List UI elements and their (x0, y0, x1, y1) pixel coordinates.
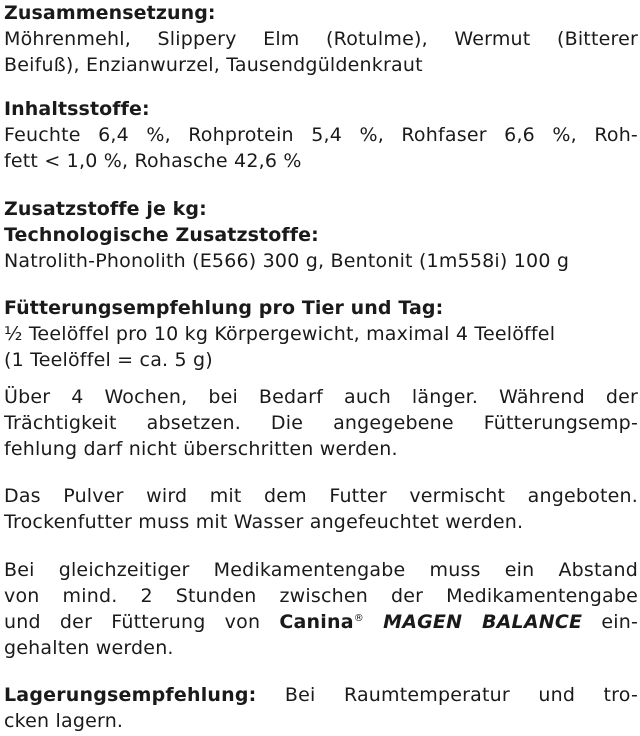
feeding-line-2: (1 Teelöffel = ca. 5 g) (4, 349, 213, 371)
duration-line-1: Über 4 Wochen, bei Bedarf auch länger. Während der (4, 386, 638, 408)
storage-section (4, 682, 638, 734)
brand-name: Canina (279, 611, 354, 633)
medication-line-2: von mind. 2 Stunden zwischen der Medikamentengabe (4, 585, 638, 607)
duration-paragraph (4, 384, 638, 462)
composition-section (4, 0, 638, 78)
medication-paragraph (4, 557, 638, 661)
preparation-line-1: Das Pulver wird mit dem Futter vermischt angeboten. (4, 485, 638, 507)
preparation-line-2: Trockenfutter muss mit Wasser angefeuchtet werden. (4, 511, 524, 533)
duration-line-2: Trächtigkeit absetzen. Die angegebene Fütterungsemp- (4, 412, 638, 434)
additives-subheading: Technologische Zusatzstoffe: (4, 224, 319, 246)
storage-line-2: cken lagern. (4, 710, 124, 732)
ingredients-line-2: fett < 1,0 %, Rohasche 42,6 % (4, 150, 302, 172)
additives-section (4, 196, 638, 274)
medication-line-1: Bei gleichzeitiger Medikamentengabe muss ein Abstand (4, 559, 638, 581)
storage-heading: Lagerungsempfehlung: (4, 684, 257, 706)
preparation-paragraph (4, 483, 638, 535)
feeding-line-1: ½ Teelöffel pro 10 kg Körpergewicht, maximal 4 Teelöffel (4, 323, 556, 345)
additives-line-1: Natrolith-Phonolith (E566) 300 g, Bentonit (1m558i) 100 g (4, 250, 570, 272)
feeding-heading: Fütterungsempfehlung pro Tier und Tag: (4, 297, 444, 319)
medication-line-3-end: ein- (582, 611, 638, 633)
duration-line-3: fehlung darf nicht überschritten werden. (4, 438, 398, 460)
ingredients-heading: Inhaltsstoffe: (4, 98, 150, 120)
composition-heading: Zusammensetzung: (4, 2, 216, 24)
product-name: MAGEN BALANCE (383, 611, 583, 633)
storage-line-1-rest: Bei Raumtemperatur und tro- (256, 684, 638, 706)
ingredients-line-1: Feuchte 6,4 %, Rohprotein 5,4 %, Rohfaser 6,6 %, Roh- (4, 124, 638, 146)
medication-line-3-start: und der Fütterung von (4, 611, 280, 633)
composition-line-2: Beifuß), Enzianwurzel, Tausendgüldenkraut (4, 54, 423, 76)
ingredients-section (4, 96, 638, 174)
registered-mark: ® (353, 613, 364, 624)
medication-line-4: gehalten werden. (4, 637, 174, 659)
additives-heading: Zusatzstoffe je kg: (4, 198, 207, 220)
medication-line-3 (4, 609, 638, 635)
composition-line-1: Möhrenmehl, Slippery Elm (Rotulme), Wermut (Bitterer (4, 28, 638, 50)
storage-line-1 (4, 682, 638, 708)
feeding-section (4, 295, 638, 373)
